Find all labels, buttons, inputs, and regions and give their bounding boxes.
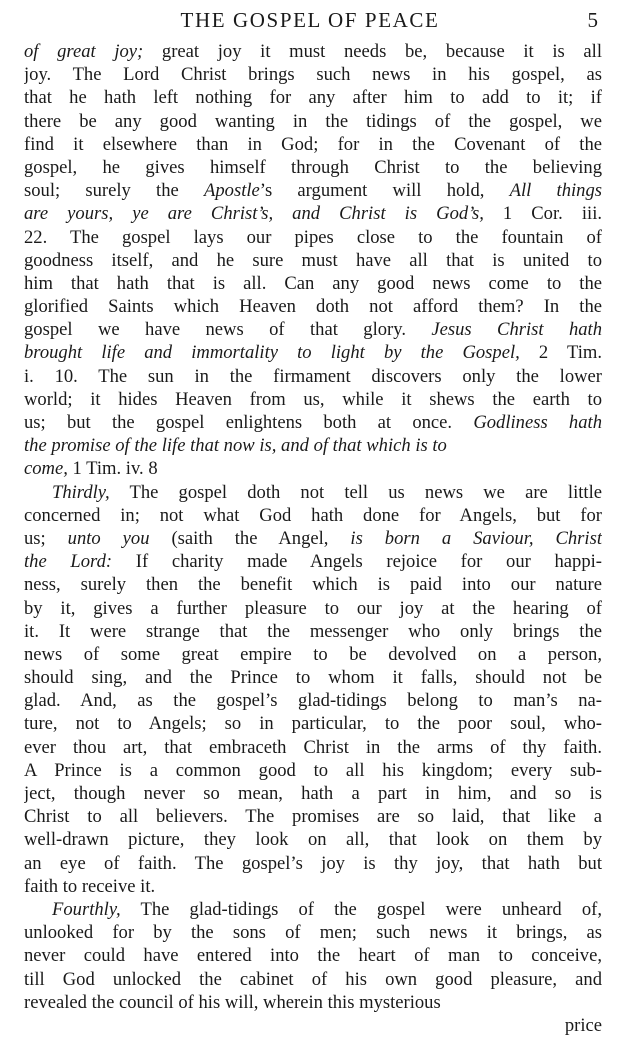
text-run: The glad-tidings of the gospel were unheard of, bbox=[120, 898, 602, 920]
italic-run: are yours, ye are Christ’s, and Christ is God’s, bbox=[24, 203, 484, 225]
text-line bbox=[24, 852, 602, 875]
italic-run: Thirdly, bbox=[52, 481, 110, 503]
text-line bbox=[24, 341, 602, 364]
text-run: 2 Tim. bbox=[519, 342, 602, 364]
italic-run: of great joy; bbox=[24, 41, 144, 62]
text-line bbox=[24, 295, 602, 318]
text-line bbox=[24, 388, 602, 411]
text-line bbox=[24, 828, 602, 851]
italic-run: come, bbox=[24, 458, 68, 480]
text-line bbox=[24, 110, 602, 133]
text-run: ’s argument will hold, bbox=[259, 180, 510, 202]
page-header bbox=[0, 8, 620, 38]
text-run: (saith the Angel, bbox=[149, 527, 351, 549]
italic-run: is born a Saviour, Christ bbox=[350, 527, 602, 549]
text-run: ject, though never so mean, hath a part in him, and so is bbox=[24, 783, 602, 804]
text-line bbox=[24, 550, 602, 573]
text-line bbox=[24, 991, 602, 1014]
text-line bbox=[24, 712, 602, 735]
italic-run: Fourthly, bbox=[52, 898, 121, 920]
text-line bbox=[24, 643, 602, 666]
text-line bbox=[24, 597, 602, 620]
text-run: news of some great empire to be devolved on a person, bbox=[24, 643, 602, 665]
text-run: great joy it must needs be, because it is all bbox=[143, 41, 602, 62]
text-run: us; but the gospel enlightens both at once. bbox=[24, 412, 474, 433]
text-run: should sing, and the Prince to whom it falls, should not be bbox=[24, 667, 602, 689]
text-run: gospel, he gives himself through Christ to the believing bbox=[24, 156, 602, 178]
italic-run: All things bbox=[509, 180, 602, 202]
text-run: world; it hides Heaven from us, while it shews the earth to bbox=[24, 388, 602, 410]
italic-run: Apostle bbox=[204, 180, 260, 202]
text-run: him that hath that is all. Can any good news come to the bbox=[24, 272, 602, 294]
text-run: Christ to all believers. The promises are so laid, that like a bbox=[24, 806, 602, 828]
text-run: till God unlocked the cabinet of his own good pleasure, and bbox=[24, 968, 602, 990]
text-run: it. It were strange that the messenger who only brings the bbox=[24, 620, 602, 642]
text-run: that he hath left nothing for any after him to add to it; if bbox=[24, 87, 602, 109]
text-line bbox=[24, 921, 602, 944]
text-run: glad. And, as the gospel’s glad-tidings belong to man’s na- bbox=[24, 690, 602, 712]
text-run: us; bbox=[24, 527, 68, 549]
text-line bbox=[24, 63, 602, 86]
text-line bbox=[24, 782, 602, 805]
text-run: ever thou art, that embraceth Christ in the arms of thy faith. bbox=[24, 736, 602, 758]
text-line bbox=[24, 968, 602, 991]
italic-run: brought life and immortality to light by the Gospel, bbox=[24, 342, 520, 364]
text-line bbox=[24, 156, 602, 179]
text-run: concerned in; not what God hath done for Angels, but for bbox=[24, 504, 602, 526]
body-text bbox=[24, 40, 602, 1037]
text-run: 22. The gospel lays our pipes close to the fountain of bbox=[24, 226, 602, 248]
text-line bbox=[24, 86, 602, 109]
text-run: The gospel doth not tell us news we are little bbox=[109, 481, 602, 503]
italic-run: Godliness hath bbox=[473, 412, 602, 433]
text-run: faith to receive it. bbox=[24, 875, 156, 897]
text-line bbox=[24, 318, 602, 341]
text-line bbox=[24, 875, 602, 898]
text-line bbox=[24, 620, 602, 643]
page-number: 5 bbox=[587, 8, 598, 32]
text-line bbox=[24, 736, 602, 759]
text-run: i. 10. The sun in the firmament discovers only the lower bbox=[24, 365, 602, 387]
text-run: joy. The Lord Christ brings such news in his gospel, as bbox=[24, 64, 602, 86]
italic-run: Jesus Christ hath bbox=[431, 319, 602, 341]
italic-run: unto you bbox=[67, 527, 150, 549]
text-run: an eye of faith. The gospel’s joy is thy joy, that hath but bbox=[24, 852, 602, 874]
text-line bbox=[24, 898, 602, 921]
text-line bbox=[24, 411, 602, 434]
text-line bbox=[24, 40, 602, 63]
text-run: find it elsewhere than in God; for in the Covenant of the bbox=[24, 133, 602, 155]
text-line bbox=[24, 527, 602, 550]
text-run: revealed the council of his will, wherein this mysterious bbox=[24, 991, 441, 1013]
text-line bbox=[24, 202, 602, 225]
text-line bbox=[24, 504, 602, 527]
text-run: there be any good wanting in the tidings of the gospel, we bbox=[24, 110, 602, 132]
text-line bbox=[24, 365, 602, 388]
text-line bbox=[24, 272, 602, 295]
text-line bbox=[24, 944, 602, 967]
text-run: 1 Tim. iv. 8 bbox=[67, 458, 158, 480]
text-run: 1 Cor. iii. bbox=[483, 203, 602, 225]
text-run: by it, gives a further pleasure to our joy at the hearing of bbox=[24, 597, 602, 619]
text-line bbox=[24, 249, 602, 272]
text-line bbox=[24, 434, 602, 457]
text-run: ture, not to Angels; so in particular, to the poor soul, who- bbox=[24, 713, 602, 735]
text-run: ness, surely then the benefit which is paid into our nature bbox=[24, 574, 602, 596]
text-run: soul; surely the bbox=[24, 180, 205, 202]
text-line bbox=[24, 457, 602, 480]
text-line bbox=[24, 481, 602, 504]
text-run: never could have entered into the heart of man to conceive, bbox=[24, 945, 602, 967]
italic-run: the Lord: bbox=[24, 551, 113, 573]
text-line bbox=[24, 573, 602, 596]
text-line bbox=[24, 759, 602, 782]
running-head: THE GOSPEL OF PEACE bbox=[180, 8, 440, 32]
italic-run: the promise of the life that now is, and of that which is to bbox=[24, 435, 447, 457]
text-run: A Prince is a common good to all his kingdom; every sub- bbox=[24, 759, 602, 781]
text-line bbox=[24, 805, 602, 828]
text-run: If charity made Angels rejoice for our happi- bbox=[112, 551, 602, 573]
text-line bbox=[24, 689, 602, 712]
text-line bbox=[24, 226, 602, 249]
text-line bbox=[24, 666, 602, 689]
text-run: glorified Saints which Heaven doth not afford them? In the bbox=[24, 296, 602, 318]
text-run: price bbox=[564, 1014, 602, 1036]
text-run: unlooked for by the sons of men; such news it brings, as bbox=[24, 922, 602, 944]
text-line bbox=[24, 179, 602, 202]
text-run: goodness itself, and he sure must have all that is united to bbox=[24, 249, 602, 271]
text-run: gospel we have news of that glory. bbox=[24, 319, 432, 341]
text-run: well-drawn picture, they look on all, that look on them by bbox=[24, 829, 602, 851]
catchword bbox=[24, 1014, 602, 1037]
text-line bbox=[24, 133, 602, 156]
